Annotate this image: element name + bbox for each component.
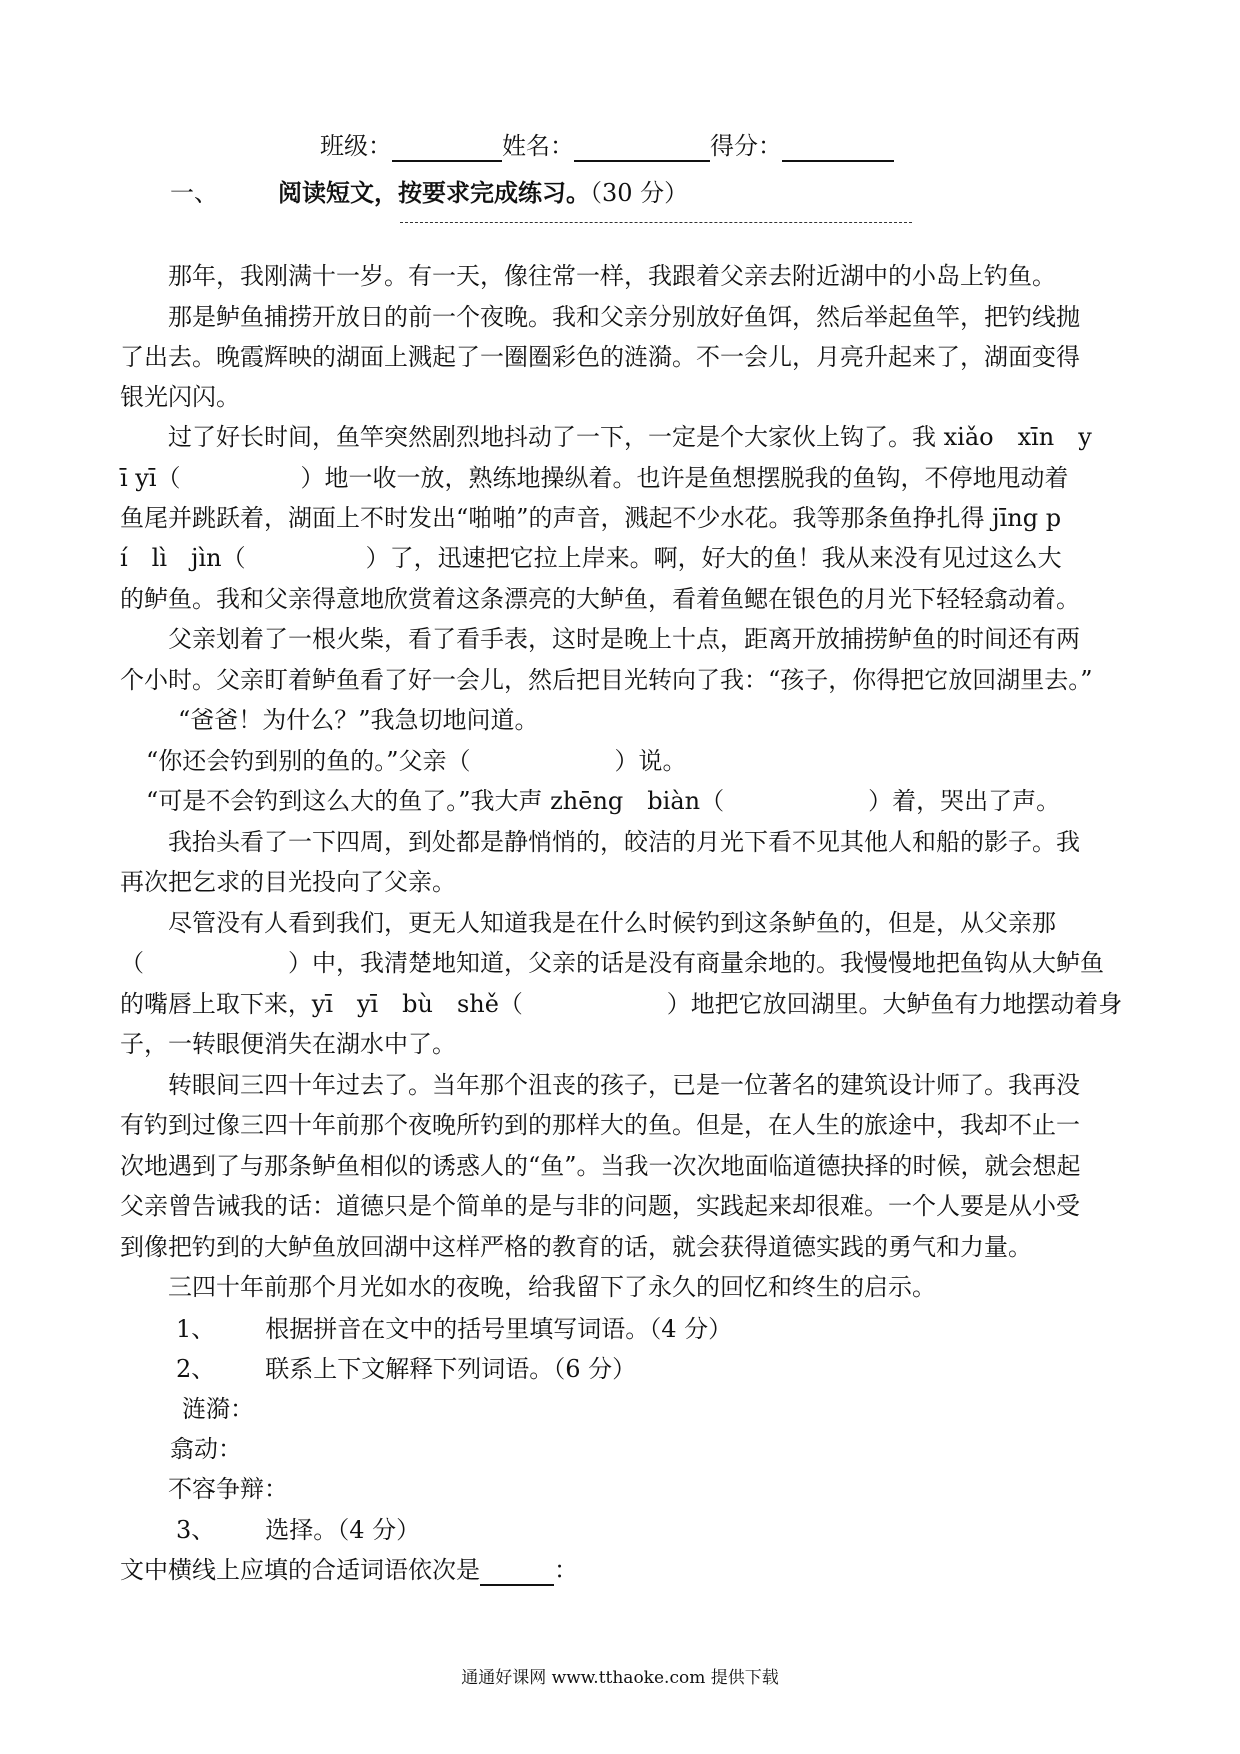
vocab-item: 涟漪： [182,1395,254,1423]
passage-line: “可是不会钓到这么大的鱼了。”我大声 zhēng biàn（ ）着，哭出了声。 [146,787,1061,815]
vocab-item: 不容争辩： [168,1475,288,1503]
question-1 [176,1313,732,1345]
prompt-text: 文中横线上应填的合适词语依次是 [120,1556,480,1584]
question-2 [176,1353,636,1385]
passage-line: （ ）中，我清楚地知道，父亲的话是没有商量余地的。我慢慢地把鱼钩从大鲈鱼 [120,949,1104,977]
question-number: 1、 [176,1315,216,1343]
passage-line: í lì jìn（ ）了，迅速把它拉上岸来。啊，好大的鱼！我从来没有见过这么大 [120,544,1062,572]
question-number: 2、 [176,1355,216,1383]
question-3 [176,1514,420,1546]
vocab-item: 翕动： [170,1435,242,1463]
passage-line: 到像把钓到的大鲈鱼放回湖中这样严格的教育的话，就会获得道德实践的勇气和力量。 [120,1233,1032,1261]
passage-line: “你还会钓到别的鱼的。”父亲（ ）说。 [146,747,687,775]
passage-line: “爸爸！为什么？”我急切地问道。 [178,706,539,734]
name-blank[interactable] [574,134,710,162]
passage-line: 子，一转眼便消失在湖水中了。 [120,1030,456,1058]
score-label: 得分： [710,132,782,160]
passage-line: 三四十年前那个月光如水的夜晚，给我留下了永久的回忆和终生的启示。 [168,1273,936,1301]
section-number: 一、 [170,179,218,207]
student-info-row [320,130,894,162]
score-blank[interactable] [782,134,894,162]
passage-line: 父亲划着了一根火柴，看了看手表，这时是晚上十点，距离开放捕捞鲈鱼的时间还有两 [168,625,1080,653]
question-number: 3、 [176,1516,216,1544]
passage-line: 过了好长时间，鱼竿突然剧烈地抖动了一下，一定是个大家伙上钩了。我 xiǎo xīn y [168,423,1092,451]
section-points: （30 分） [590,179,689,207]
section-heading [170,177,688,209]
passage-line: 转眼间三四十年过去了。当年那个沮丧的孩子，已是一位著名的建筑设计师了。我再没 [168,1071,1080,1099]
question-3-prompt [120,1554,578,1586]
name-label: 姓名： [502,132,574,160]
passage-line: 父亲曾告诫我的话：道德只是个简单的是与非的问题，实践起来却很难。一个人要是从小受 [120,1192,1080,1220]
passage-line: 了出去。晚霞辉映的湖面上溅起了一圈圈彩色的涟漪。不一会儿，月亮升起来了，湖面变得 [120,343,1080,371]
passage-line: 有钓到过像三四十年前那个夜晚所钓到的那样大的鱼。但是，在人生的旅途中，我却不止一 [120,1111,1080,1139]
question-text: 联系上下文解释下列词语。（6 分） [265,1355,637,1383]
passage-line: 银光闪闪。 [120,383,240,411]
passage-line: 的嘴唇上取下来，yī yī bù shě（ ）地把它放回湖里。大鲈鱼有力地摆动着身 [120,990,1123,1018]
section-title: 阅读短文，按要求完成练习。 [278,178,590,207]
passage-line: 尽管没有人看到我们，更无人知道我是在什么时候钓到这条鲈鱼的，但是，从父亲那 [168,909,1056,937]
prompt-colon: ： [554,1556,578,1584]
passage-line: 那年，我刚满十一岁。有一天，像往常一样，我跟着父亲去附近湖中的小岛上钓鱼。 [168,262,1056,290]
passage-line: 的鲈鱼。我和父亲得意地欣赏着这条漂亮的大鲈鱼，看着鱼鳃在银色的月光下轻轻翕动着。 [120,585,1080,613]
dashed-divider [400,222,912,223]
passage-line: 那是鲈鱼捕捞开放日的前一个夜晚。我和父亲分别放好鱼饵，然后举起鱼竿，把钓线抛 [168,303,1080,331]
passage-line: 鱼尾并跳跃着，湖面上不时发出“啪啪”的声音，溅起不少水花。我等那条鱼挣扎得 jīng p [120,504,1062,532]
passage-line: 个小时。父亲盯着鲈鱼看了好一会儿，然后把目光转向了我：“孩子，你得把它放回湖里去。” [120,666,1093,694]
passage-line: 再次把乞求的目光投向了父亲。 [120,868,456,896]
question-text: 根据拼音在文中的括号里填写词语。（4 分） [265,1315,733,1343]
passage-line: 我抬头看了一下四周，到处都是静悄悄的，皎洁的月光下看不见其他人和船的影子。我 [168,828,1080,856]
passage-line: ī yī（ ）地一收一放，熟练地操纵着。也许是鱼想摆脱我的鱼钩，不停地甩动着 [120,464,1069,492]
class-label: 班级： [320,132,392,160]
question-text: 选择。（4 分） [265,1516,421,1544]
answer-blank[interactable] [480,1558,554,1586]
page-footer: 通通好课网 www.tthaoke.com 提供下载 [461,1668,779,1688]
class-blank[interactable] [392,134,502,162]
passage-line: 次地遇到了与那条鲈鱼相似的诱惑人的“鱼”。当我一次次地面临道德抉择的时候，就会想起 [120,1152,1081,1180]
